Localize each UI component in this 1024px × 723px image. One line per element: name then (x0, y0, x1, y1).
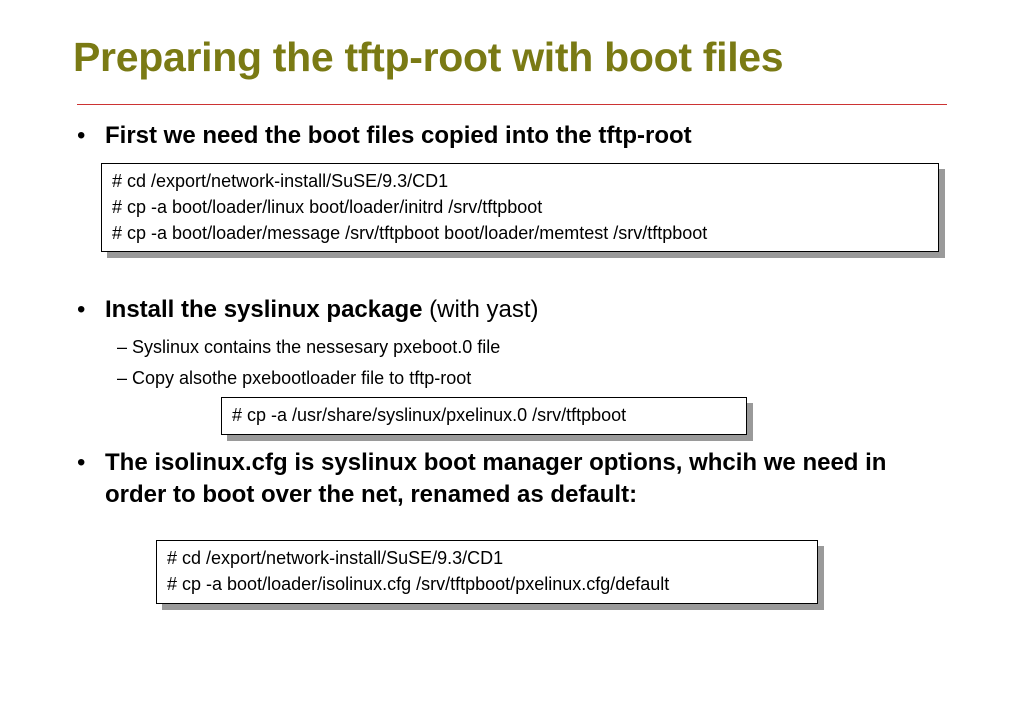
bullet-marker: • (77, 296, 86, 323)
bullet-marker: • (77, 122, 86, 149)
bullet-normal-text: (with yast) (422, 296, 539, 323)
title-divider (77, 104, 947, 105)
bullet-install-syslinux (77, 294, 937, 326)
code-line: # cp -a boot/loader/linux boot/loader/initrd /srv/tftpboot (112, 197, 543, 217)
code-line: # cp -a /usr/share/syslinux/pxelinux.0 /srv/tftpboot (232, 405, 627, 425)
code-line: # cd /export/network-install/SuSE/9.3/CD1 (167, 548, 504, 568)
code-box-copy-pxelinux (221, 397, 747, 435)
bullet-bold-text: Install the syslinux package (105, 296, 423, 323)
code-box-copy-boot-files (101, 163, 939, 252)
code-line: # cp -a boot/loader/message /srv/tftpboot boot/loader/memtest /srv/tftpboot (112, 223, 708, 243)
sub-bullet-copy-pxebootloader: – Copy alsothe pxebootloader file to tftp-root (117, 368, 472, 388)
code-line: # cp -a boot/loader/isolinux.cfg /srv/tftpboot/pxelinux.cfg/default (167, 574, 670, 594)
sub-bullet-syslinux-contains: – Syslinux contains the nessesary pxeboot.0 file (117, 337, 501, 357)
slide-title: Preparing the tftp-root with boot files (73, 34, 784, 80)
bullet-copy-boot-files (77, 120, 937, 152)
code-line: # cd /export/network-install/SuSE/9.3/CD1 (112, 171, 449, 191)
bullet-bold-text: First we need the boot files copied into the tftp-root (105, 122, 692, 149)
code-box-copy-isolinux-cfg (156, 540, 818, 604)
bullet-isolinux-cfg (77, 447, 947, 511)
bullet-bold-text: The isolinux.cfg is syslinux boot manager options, whcih we need in order to boot over the net, renamed as default: (105, 449, 887, 508)
bullet-marker: • (77, 449, 86, 476)
